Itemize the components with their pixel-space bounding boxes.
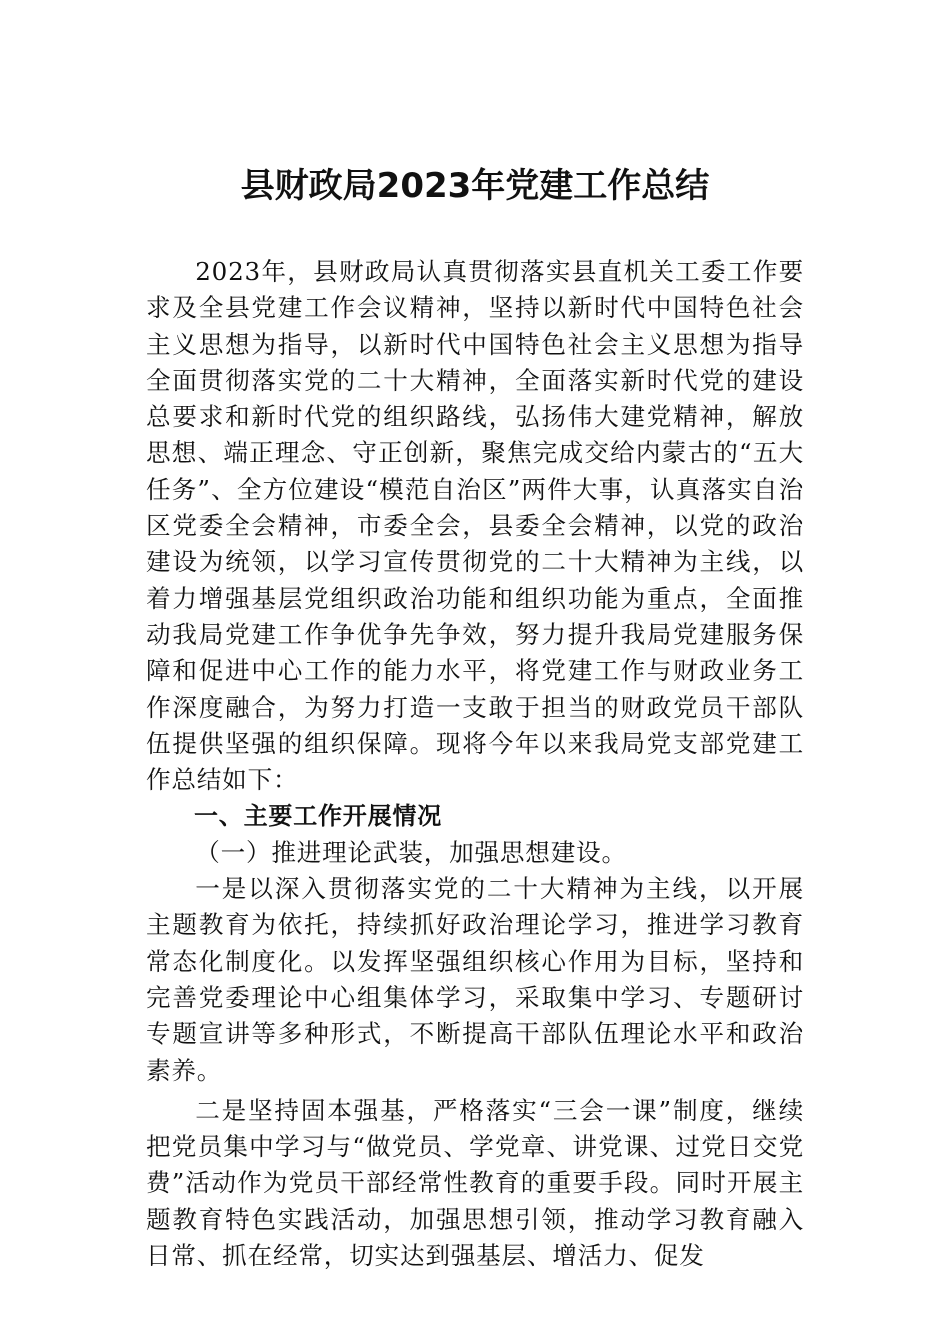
document-body [146,254,804,1274]
section-heading: 一、主要工作开展情况 [194,802,442,831]
point-two-paragraph: 二是坚持固本强基，严格落实“三会一课”制度，继续把党员集中学习与“做党员、学党章、讲党课、过党日交党费”活动作为党员干部经常性教育的重要手段。同时开展主题教育特色实践活动，加强思想引领，推动学习教育融入日常、抓在经常，切实达到强基层、增活力、促发 [146,1095,804,1271]
intro-paragraph: 2023年，县财政局认真贯彻落实县直机关工委工作要求及全县党建工作会议精神，坚持以新时代中国特色社会主义思想为指导，以新时代中国特色社会主义思想为指导全面贯彻落实党的二十大精神，全面落实新时代党的建设总要求和新时代党的组织路线，弘扬伟大建党精神，解放思想、端正理念、守正创新，聚焦完成交给内蒙古的“五大任务”、全方位建设“模范自治区”两件大事，认真落实自治区党委全会精神，市委全会，县委全会精神，以党的政治建设为统领，以学习宣传贯彻党的二十大精神为主线，以着力增强基层党组织政治功能和组织功能为重点，全面推动我局党建工作争优争先争效，努力提升我局党建服务保障和促进中心工作的能力水平，将党建工作与财政业务工作深度融合，为努力打造一支敢于担当的财政党员干部队伍提供坚强的组织保障。现将今年以来我局党支部党建工作总结如下： [146,257,804,795]
subsection-heading: （一）推进理论武装，加强思想建设。 [195,837,627,867]
point-one-paragraph: 一是以深入贯彻落实党的二十大精神为主线，以开展主题教育为依托，持续抓好政治理论学习，推进学习教育常态化制度化。以发挥坚强组织核心作用为目标，坚持和完善党委理论中心组集体学习，采取集中学习、专题研讨专题宣讲等多种形式，不断提高干部队伍理论水平和政治素养。 [146,874,804,1085]
document-title: 县财政局2023年党建工作总结 [240,166,710,206]
